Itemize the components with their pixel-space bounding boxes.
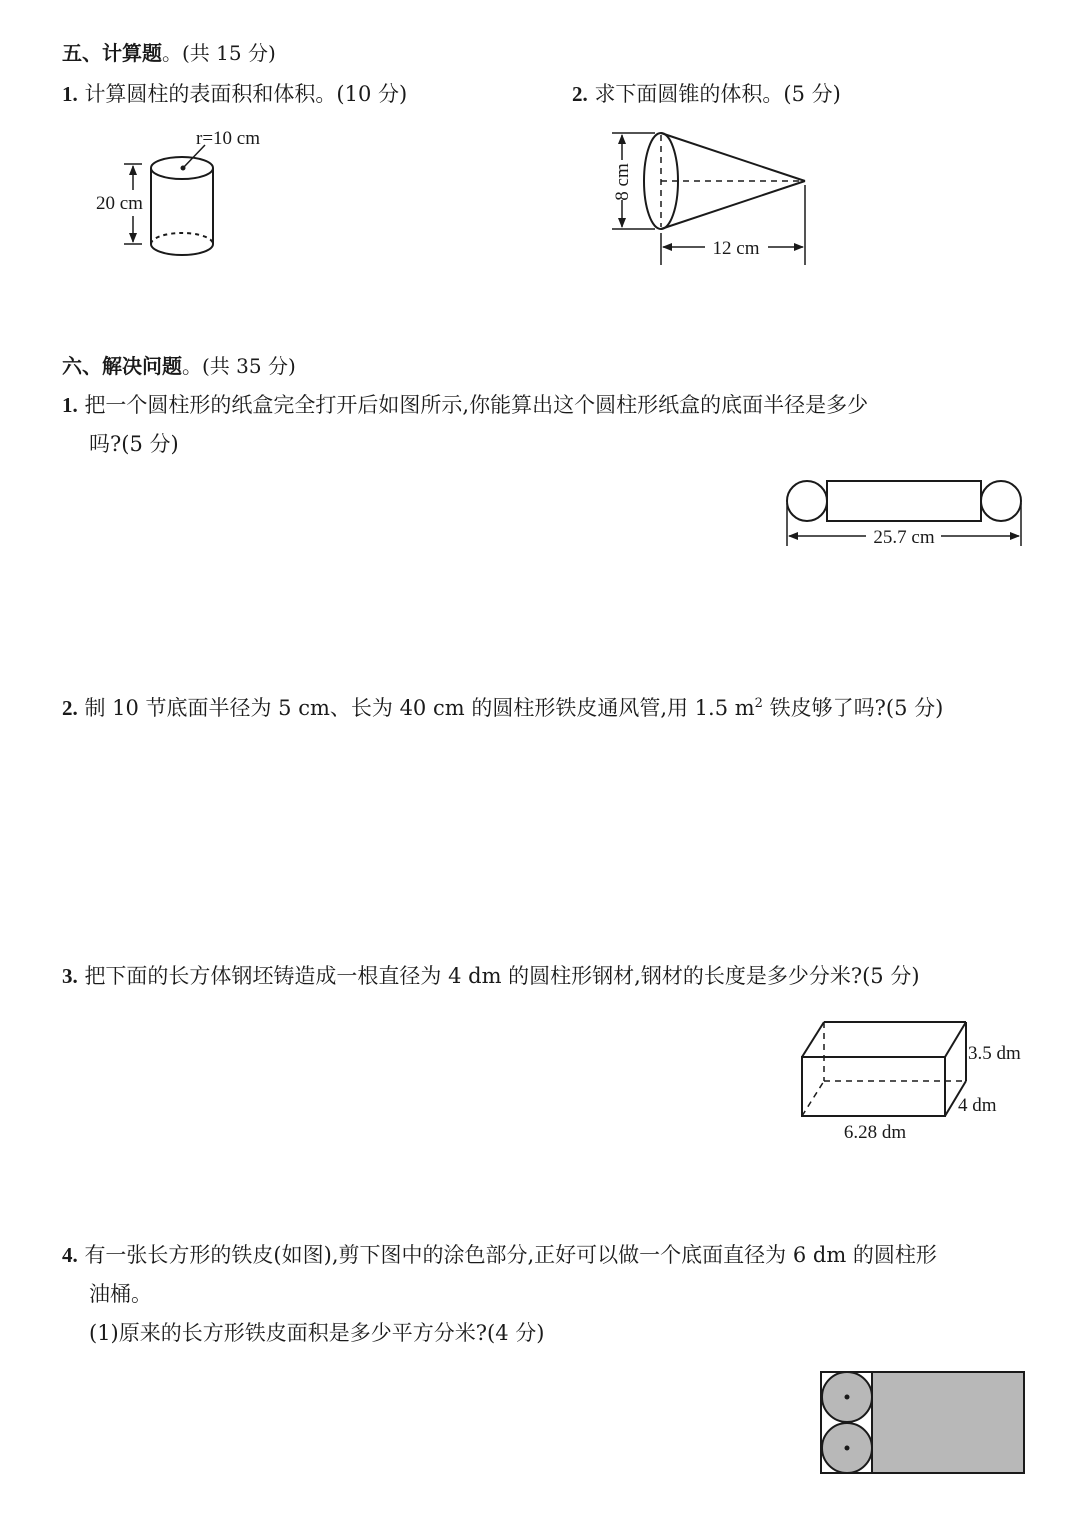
- section6-title: 六、解决问题: [62, 354, 182, 378]
- s6-q1-number: 1.: [62, 393, 78, 417]
- s6-q2-text-before: 制 10 节底面半径为 5 cm、长为 40 cm 的圆柱形铁皮通风管,用 1.5 m: [84, 696, 755, 720]
- s5-q2-number: 2.: [572, 82, 588, 106]
- cuboid-height-label: 3.5 dm: [968, 1043, 1021, 1064]
- s5-q1-text: 计算圆柱的表面积和体积。(10 分): [84, 82, 408, 106]
- s6-q4-line1: 有一张长方形的铁皮(如图),剪下图中的涂色部分,正好可以做一个底面直径为 6 dm 的圆柱形: [84, 1243, 937, 1267]
- s6-q2-text-after: 铁皮够了吗?(5 分): [762, 696, 944, 720]
- section6-score: 。(共 35 分): [182, 354, 296, 378]
- cuboid-length-label: 6.28 dm: [843, 1122, 907, 1143]
- cylinder-radius-label: r=10 cm: [196, 128, 261, 149]
- unfolded-length-label: 25.7 cm: [873, 527, 935, 548]
- s6-q3-text: 把下面的长方体钢坯铸造成一根直径为 4 dm 的圆柱形钢材,钢材的长度是多少分米?(5 分): [84, 964, 920, 988]
- s6-q2-number: 2.: [62, 696, 78, 720]
- s6-q4-number: 4.: [62, 1243, 78, 1267]
- s6-q3-number: 3.: [62, 964, 78, 988]
- s6-q4-line2: 油桶。: [89, 1282, 152, 1306]
- s6-q1-line2: 吗?(5 分): [89, 432, 179, 456]
- s6-q4-subquestion-1: (1)原来的长方形铁皮面积是多少平方分米?(4 分): [89, 1321, 545, 1345]
- s5-q1-number: 1.: [62, 82, 78, 106]
- section5-title: 五、计算题: [62, 41, 162, 65]
- cylinder-height-label: 20 cm: [96, 193, 143, 214]
- cone-height-label: 12 cm: [712, 238, 760, 259]
- section5-score: 。(共 15 分): [162, 41, 276, 65]
- s5-q2-text: 求下面圆锥的体积。(5 分): [594, 82, 841, 106]
- cuboid-width-label: 4 dm: [958, 1095, 997, 1116]
- s6-q2-superscript: 2: [754, 696, 763, 711]
- cone-diameter-label: 8 cm: [612, 163, 633, 201]
- s6-q1-line1: 把一个圆柱形的纸盒完全打开后如图所示,你能算出这个圆柱形纸盒的底面半径是多少: [84, 393, 869, 417]
